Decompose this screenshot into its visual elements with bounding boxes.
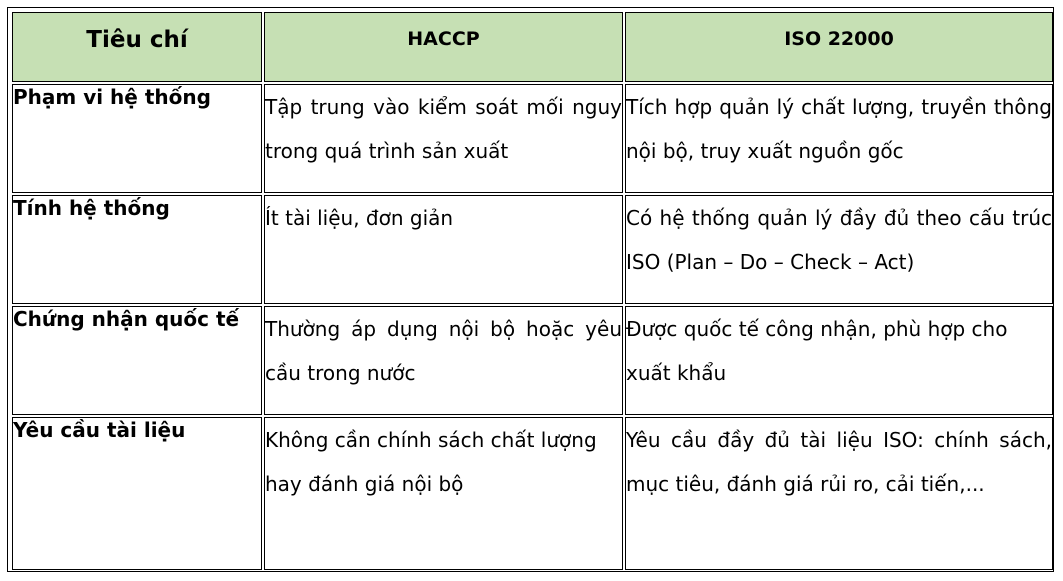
haccp-cell: Tập trung vào kiểm soát mối nguy trong quá trình sản xuất bbox=[264, 84, 623, 193]
header-iso-22000 bbox=[625, 12, 1053, 82]
header-criteria-label: Tiêu chí bbox=[86, 27, 188, 53]
criterion-cell: Chứng nhận quốc tế bbox=[12, 306, 262, 415]
criterion-cell: Phạm vi hệ thống bbox=[12, 84, 262, 193]
table-row bbox=[12, 417, 1053, 570]
haccp-cell: Ít tài liệu, đơn giản bbox=[264, 195, 623, 304]
header-haccp-label: HACCP bbox=[407, 28, 480, 50]
comparison-table bbox=[10, 10, 1055, 572]
table-row bbox=[12, 84, 1053, 193]
header-haccp bbox=[264, 12, 623, 82]
haccp-cell: Không cần chính sách chất lượng hay đánh giá nội bộ bbox=[264, 417, 623, 570]
criterion-cell: Yêu cầu tài liệu bbox=[12, 417, 262, 570]
header-iso-label: ISO 22000 bbox=[784, 28, 894, 50]
iso-cell: Yêu cầu đầy đủ tài liệu ISO: chính sách, mục tiêu, đánh giá rủi ro, cải tiến,... bbox=[625, 417, 1053, 570]
haccp-cell: Thường áp dụng nội bộ hoặc yêu cầu trong nước bbox=[264, 306, 623, 415]
table-row bbox=[12, 306, 1053, 415]
iso-cell: Tích hợp quản lý chất lượng, truyền thông nội bộ, truy xuất nguồn gốc bbox=[625, 84, 1053, 193]
iso-cell: Có hệ thống quản lý đầy đủ theo cấu trúc ISO (Plan – Do – Check – Act) bbox=[625, 195, 1053, 304]
comparison-table-frame bbox=[7, 7, 1054, 572]
table-row bbox=[12, 195, 1053, 304]
criterion-cell: Tính hệ thống bbox=[12, 195, 262, 304]
header-criteria bbox=[12, 12, 262, 82]
table-header-row bbox=[12, 12, 1053, 82]
iso-cell: Được quốc tế công nhận, phù hợp cho xuất khẩu bbox=[625, 306, 1053, 415]
